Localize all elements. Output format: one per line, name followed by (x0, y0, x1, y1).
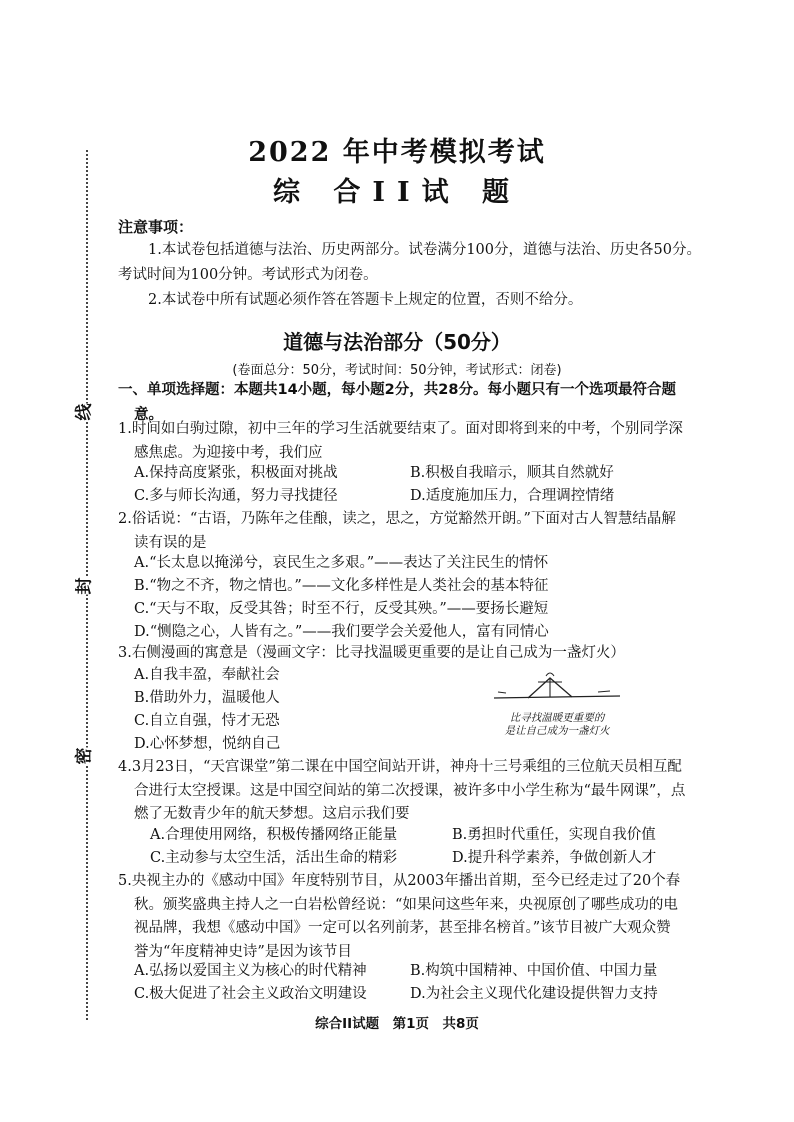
question-3-option-b: B.借助外力，温暖他人 (134, 690, 280, 706)
binding-char-xian: 线 (74, 403, 95, 421)
question-4-option-c: C.主动参与太空生活，活出生命的精彩 (150, 850, 398, 866)
question-3-option-c: C.自立自强，恃才无恐 (134, 713, 280, 729)
question-2-option-b: B.“物之不齐，物之情也。”——文化多样性是人类社会的基本特征 (134, 578, 549, 594)
question-1-option-d: D.适度施加压力，合理调控情绪 (410, 488, 615, 504)
question-4-option-b: B.勇担时代重任，实现自我价值 (452, 827, 656, 843)
question-5-option-b: B.构筑中国精神、中国价值、中国力量 (410, 963, 658, 979)
question-2-stem-line-2: 读有误的是 (134, 534, 207, 551)
section-title: 道德与法治部分（50分） (283, 330, 511, 354)
notice-item-2 (118, 288, 703, 313)
question-2-stem-line-1: 2.俗话说：“古语，乃陈年之佳酿，读之，思之，方觉豁然开朗。”下面对古人智慧结晶解 (118, 511, 676, 527)
question-1-stem-line-1: 1.时间如白驹过隙，初中三年的学习生活就要结束了。面对即将到来的中考，个别同学深 (118, 421, 683, 437)
question-4-stem-line-3: 燃了无数青少年的航天梦想。这启示我们要 (134, 806, 410, 822)
question-5-stem-line-1: 5.央视主办的《感动中国》年度特别节目，从2003年播出首期，至今已经走过了20个春 (118, 873, 681, 889)
question-4-stem (118, 756, 708, 827)
question-2-option-d: D.“恻隐之心，人皆有之。”——我们要学会关爱他人，富有同情心 (134, 624, 549, 640)
question-1-option-c: C.多与师长沟通，努力寻找捷径 (134, 488, 338, 504)
question-2-option-a: A.“长太息以掩涕兮，哀民生之多艰。”——表达了关注民生的情怀 (134, 555, 549, 571)
cartoon-wave-right (598, 691, 610, 692)
cartoon-wave-left (498, 692, 506, 693)
binding-char-mi: 密 (74, 747, 95, 765)
notice-item-1-line-2: 考试时间为100分钟。考试形式为闭卷。 (118, 267, 378, 283)
question-3-stem-line-1: 3.右侧漫画的寓意是（漫画文字：比寻找温暖更重要的是让自己成为一盏灯火） (118, 645, 625, 661)
question-1-stem-line-2: 感焦虑。为迎接中考，我们应 (134, 444, 323, 461)
question-5-stem-line-4: 誉为“年度精神史诗”是因为该节目 (134, 943, 352, 960)
notice-item-1-line-1: 1.本试卷包括道德与法治、历史两部分。试卷满分100分，道德与法治、历史各50分。 (148, 242, 701, 258)
cartoon-caption (482, 712, 632, 738)
question-3-option-d: D.心怀梦想，悦纳自己 (134, 736, 281, 752)
question-4-stem-line-1: 4.3月23日，“天宫课堂”第二课在中国空间站开讲，神舟十三号乘组的三位航天员相互配 (118, 759, 682, 775)
notice-item-2-text: 2.本试卷中所有试题必须作答在答题卡上规定的位置，否则不给分。 (148, 292, 583, 308)
question-5-option-c: C.极大促进了社会主义政治文明建设 (134, 986, 367, 1002)
question-5-stem-line-2: 秋。颁奖盛典主持人之一白岩松曾经说：“如果问这些年来，央视原创了哪些成功的电 (134, 896, 678, 913)
question-1-stem (118, 418, 708, 465)
question-4-stem-line-2: 合进行太空授课。这是中国空间站的第二次授课，被许多中小学生称为“最牛网课”，点 (134, 782, 686, 799)
question-type-line-1: 一、单项选择题：本题共14小题，每小题2分，共28分。每小题只有一个选项最符合题 (118, 382, 676, 398)
question-1-option-a: A.保持高度紧张，积极面对挑战 (134, 465, 338, 481)
binding-char-feng: 封 (74, 577, 95, 595)
notice-item-1 (118, 238, 703, 288)
notice-heading: 注意事项： (118, 218, 194, 236)
page-footer: 综合II试题 第1页 共8页 (315, 1016, 479, 1032)
question-5-option-d: D.为社会主义现代化建设提供智力支持 (410, 986, 658, 1002)
question-1-option-b: B.积极自我暗示，顺其自然就好 (410, 465, 614, 481)
question-2-stem (118, 508, 708, 555)
question-5-stem-line-3: 视品牌，我想《感动中国》一定可以名列前茅，甚至排名榜首。”该节目被广大观众赞 (134, 920, 671, 936)
question-5-option-a: A.弘扬以爱国主义为核心的时代精神 (134, 963, 367, 979)
section-exam-info: (卷面总分：50分，考试时间：50分钟，考试形式：闭卷) (232, 363, 562, 378)
question-5-stem (118, 870, 708, 964)
cartoon-flame (546, 673, 554, 676)
cartoon-caption-line-1: 比寻找温暖更重要的 (509, 712, 605, 724)
question-2-option-c: C.“天与不取，反受其咎；时至不行，反受其殃。”——要扬长避短 (134, 601, 549, 617)
exam-title: 2022 年中考模拟考试 (248, 137, 546, 168)
cartoon-horizon-line (494, 696, 620, 698)
question-3-stem (118, 642, 708, 666)
cartoon-caption-line-2: 是让自己成为一盏灯火 (504, 725, 610, 737)
question-4-option-d: D.提升科学素养，争做创新人才 (452, 850, 657, 866)
exam-subtitle: 综 合II试 题 (272, 177, 522, 208)
question-3-option-a: A.自我丰盈，奉献社会 (134, 667, 280, 683)
question-4-option-a: A.合理使用网络，积极传播网络正能量 (150, 827, 398, 843)
question-type-line-2: 意。 (134, 407, 163, 423)
